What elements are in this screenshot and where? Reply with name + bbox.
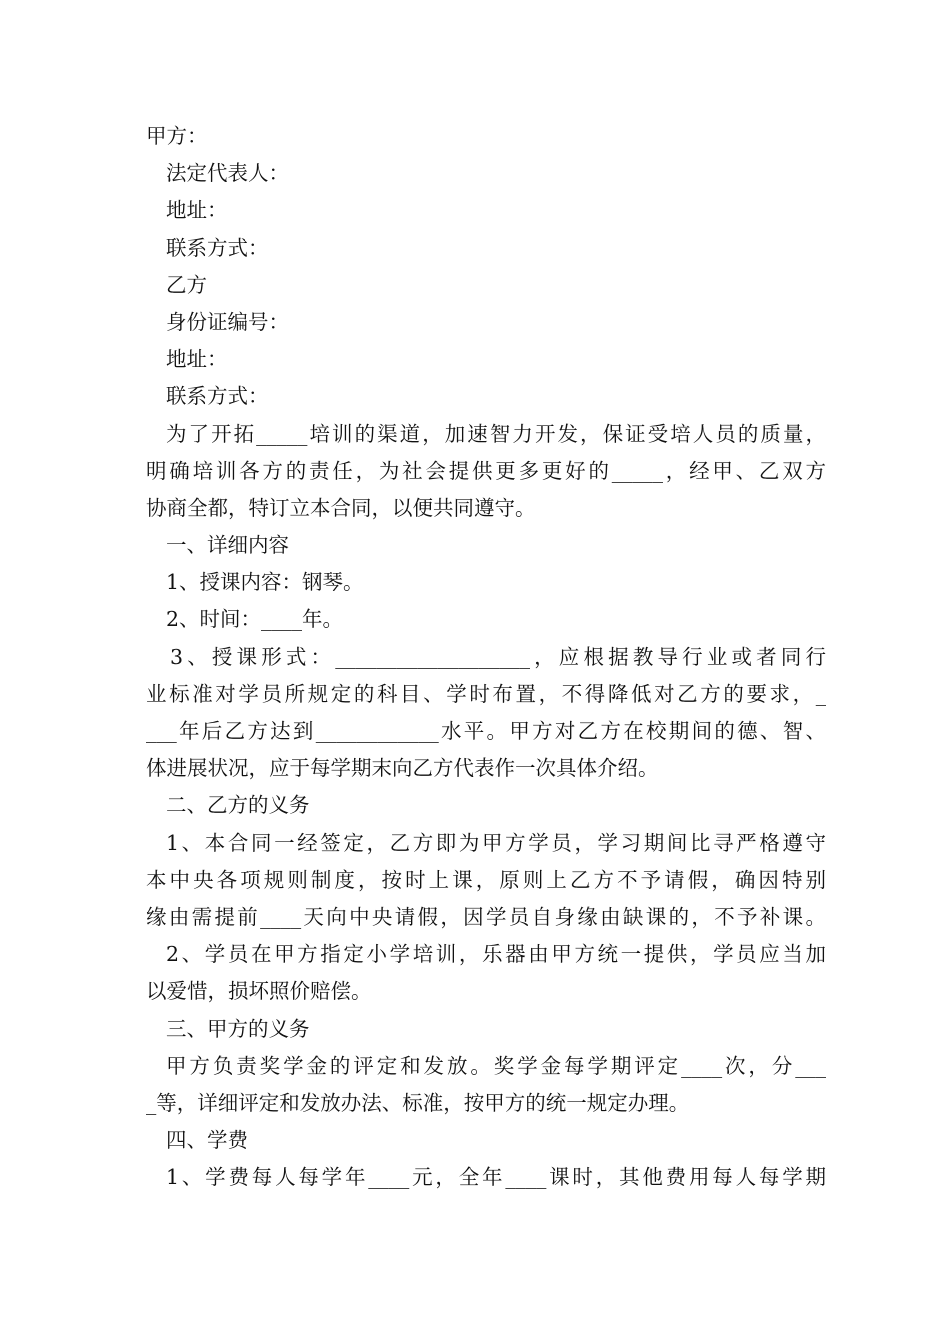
preamble-line-2: 明确培训各方的责任，为社会提供更多更好的_____，经甲、乙双方 bbox=[146, 458, 826, 483]
party-b-label: 乙方 bbox=[166, 272, 207, 297]
party-b-contact-field: 联系方式： bbox=[166, 384, 269, 409]
section-heading-tuition: 四、学费 bbox=[166, 1128, 248, 1153]
course-content-item: 1、授课内容：钢琴。 bbox=[166, 570, 364, 595]
party-a-duty-line-2: _等，详细评定和发放办法、标准，按甲方的统一规定办理。 bbox=[146, 1090, 690, 1115]
section-heading-party-b-duties: 二、乙方的义务 bbox=[166, 793, 310, 818]
party-a-label: 甲方： bbox=[146, 124, 208, 148]
teaching-form-line-3: ___年后乙方达到____________水平。甲方对乙方在校期间的德、智、 bbox=[146, 719, 826, 743]
teaching-form-line-4: 体进展状况，应于每学期末向乙方代表作一次具体介绍。 bbox=[146, 756, 659, 781]
party-b-duty-2-line-1: 2、学员在甲方指定小学培训，乐器由甲方统一提供，学员应当加 bbox=[166, 942, 826, 967]
tuition-item-line-1: 1、学费每人每学年____元，全年____课时，其他费用每人每学期 bbox=[166, 1165, 826, 1190]
teaching-form-line-2: 业标准对学员所规定的科目、学时布置，不得降低对乙方的要求，_ bbox=[146, 681, 826, 706]
party-b-duty-1-line-3: 缘由需提前____天向中央请假，因学员自身缘由缺课的，不予补课。 bbox=[146, 904, 826, 929]
section-heading-party-a-duties: 三、甲方的义务 bbox=[166, 1016, 310, 1041]
contract-body bbox=[146, 118, 826, 1196]
id-number-field: 身份证编号： bbox=[166, 309, 289, 334]
party-b-duty-2-line-2: 以爱惜，损坏照价赔偿。 bbox=[146, 979, 372, 1004]
party-a-duty-line-1: 甲方负责奖学金的评定和发放。奖学金每学期评定____次，分___ bbox=[166, 1053, 826, 1078]
party-a-address-field: 地址： bbox=[166, 198, 228, 223]
legal-representative-field: 法定代表人： bbox=[166, 161, 289, 186]
section-heading-content: 一、详细内容 bbox=[166, 533, 289, 558]
party-a-contact-field: 联系方式： bbox=[166, 235, 269, 260]
party-b-address-field: 地址： bbox=[166, 347, 228, 372]
preamble-line-3: 协商全都，特订立本合同，以便共同遵守。 bbox=[146, 495, 536, 520]
party-b-duty-1-line-2: 本中央各项规则制度，按时上课，原则上乙方不予请假，确因特别 bbox=[146, 867, 826, 892]
course-duration-item: 2、时间：____年。 bbox=[166, 607, 344, 632]
party-b-duty-1-line-1: 1、本合同一经签定，乙方即为甲方学员，学习期间比寻严格遵守 bbox=[166, 830, 826, 855]
teaching-form-line-1: 3、授课形式：___________________，应根据教导行业或者同行 bbox=[170, 644, 826, 669]
preamble-line-1: 为了开拓_____培训的渠道，加速智力开发，保证受培人员的质量， bbox=[166, 421, 826, 446]
